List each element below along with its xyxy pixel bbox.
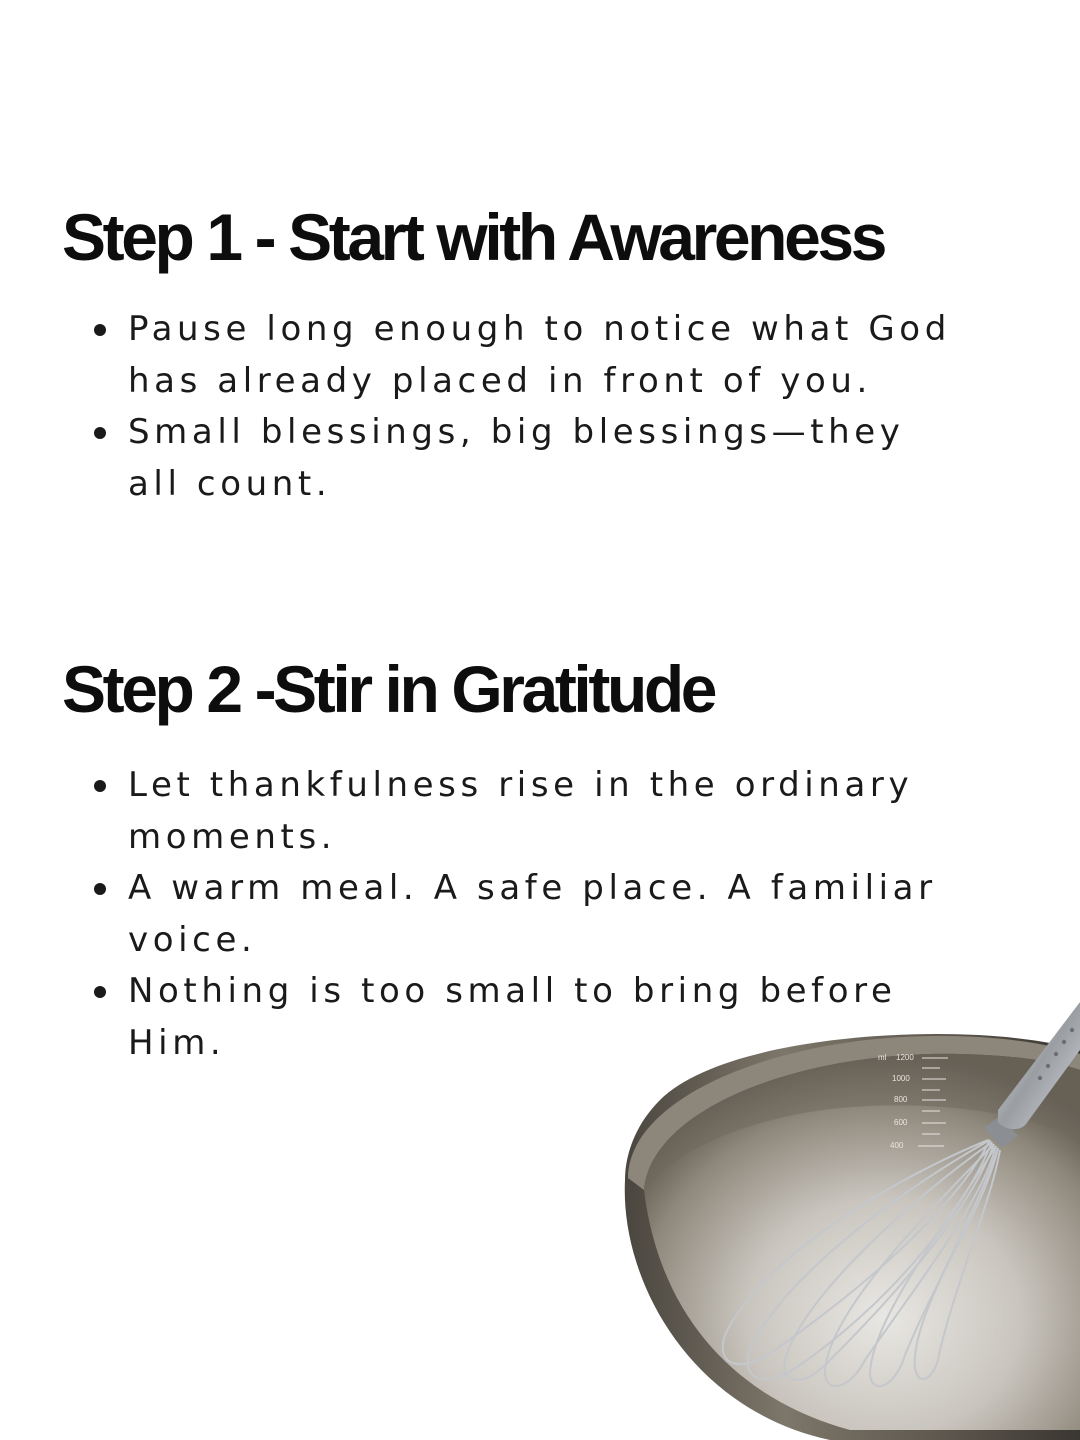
measure-mark-800: 800 (894, 1095, 908, 1104)
step-2-heading: Step 2 -Stir in Gratitude (62, 652, 715, 726)
bullet-icon (94, 427, 106, 439)
bullet-icon (94, 883, 106, 895)
measure-mark-1000: 1000 (892, 1074, 910, 1083)
measure-mark-600: 600 (894, 1118, 908, 1127)
bullet-text: A warm meal. A safe place. A familiar voice. (128, 868, 937, 960)
bullet-icon (94, 324, 106, 336)
list-item (92, 760, 952, 863)
mixing-bowl-with-whisk-icon (600, 990, 1080, 1440)
measure-unit: ml (878, 1053, 887, 1062)
bullet-text: Nothing is too small to bring before Him. (128, 971, 897, 1063)
list-item (92, 407, 952, 510)
bullet-text: Pause long enough to notice what God has already placed in front of you. (128, 309, 951, 401)
measure-mark-400: 400 (890, 1141, 904, 1150)
step-1-bullet-list (92, 304, 952, 510)
bullet-icon (94, 780, 106, 792)
measure-mark-1200: 1200 (896, 1053, 914, 1062)
bullet-icon (94, 986, 106, 998)
list-item (92, 304, 952, 407)
list-item (92, 863, 952, 966)
step-1-heading: Step 1 - Start with Awareness (62, 200, 885, 274)
bullet-text: Let thankfulness rise in the ordinary moments. (128, 765, 914, 857)
bullet-text: Small blessings, big blessings—they all count. (128, 412, 905, 504)
